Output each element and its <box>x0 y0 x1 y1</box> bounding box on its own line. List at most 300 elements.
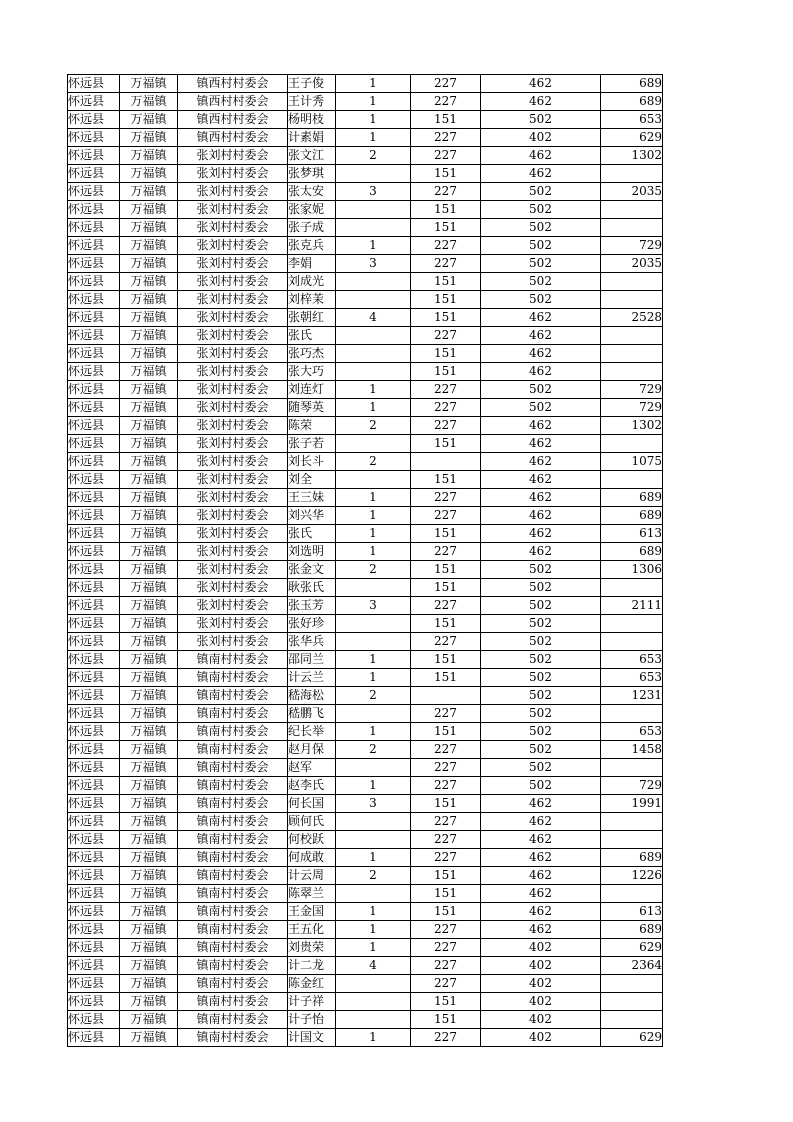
table-row <box>68 669 663 687</box>
name-cell: 陈金红 <box>288 975 336 993</box>
table-row <box>68 453 663 471</box>
amount-a-cell: 151 <box>411 525 481 543</box>
people-count-cell <box>336 975 411 993</box>
town-cell: 万福镇 <box>120 849 178 867</box>
name-cell: 赵军 <box>288 759 336 777</box>
amount-b-cell: 502 <box>481 669 601 687</box>
amount-a-cell: 227 <box>411 507 481 525</box>
people-count-cell: 1 <box>336 777 411 795</box>
amount-b-cell: 462 <box>481 795 601 813</box>
amount-b-cell: 462 <box>481 75 601 93</box>
amount-a-cell: 151 <box>411 219 481 237</box>
amount-b-cell: 462 <box>481 147 601 165</box>
town-cell: 万福镇 <box>120 633 178 651</box>
table-row <box>68 417 663 435</box>
amount-b-cell: 462 <box>481 831 601 849</box>
amount-a-cell: 151 <box>411 435 481 453</box>
village-cell: 镇南村村委会 <box>178 777 288 795</box>
amount-b-cell: 462 <box>481 309 601 327</box>
village-cell: 镇南村村委会 <box>178 885 288 903</box>
name-cell: 顾何氏 <box>288 813 336 831</box>
people-count-cell: 2 <box>336 687 411 705</box>
name-cell: 陈翠兰 <box>288 885 336 903</box>
name-cell: 张金文 <box>288 561 336 579</box>
people-count-cell <box>336 345 411 363</box>
town-cell: 万福镇 <box>120 975 178 993</box>
county-cell: 怀远县 <box>68 777 120 795</box>
name-cell: 计二龙 <box>288 957 336 975</box>
people-count-cell <box>336 831 411 849</box>
amount-a-cell: 227 <box>411 75 481 93</box>
town-cell: 万福镇 <box>120 345 178 363</box>
total-cell: 629 <box>601 1029 663 1047</box>
village-cell: 镇西村村委会 <box>178 93 288 111</box>
village-cell: 镇南村村委会 <box>178 831 288 849</box>
name-cell: 计子祥 <box>288 993 336 1011</box>
amount-a-cell: 151 <box>411 867 481 885</box>
village-cell: 镇南村村委会 <box>178 687 288 705</box>
county-cell: 怀远县 <box>68 561 120 579</box>
town-cell: 万福镇 <box>120 255 178 273</box>
town-cell: 万福镇 <box>120 165 178 183</box>
name-cell: 邵同兰 <box>288 651 336 669</box>
table-row <box>68 867 663 885</box>
county-cell: 怀远县 <box>68 471 120 489</box>
name-cell: 张文江 <box>288 147 336 165</box>
amount-a-cell: 151 <box>411 471 481 489</box>
amount-a-cell: 227 <box>411 633 481 651</box>
people-count-cell: 1 <box>336 525 411 543</box>
table-row <box>68 507 663 525</box>
amount-b-cell: 502 <box>481 741 601 759</box>
amount-b-cell: 462 <box>481 867 601 885</box>
people-count-cell: 4 <box>336 957 411 975</box>
total-cell: 1075 <box>601 453 663 471</box>
village-cell: 张刘村村委会 <box>178 291 288 309</box>
town-cell: 万福镇 <box>120 885 178 903</box>
village-cell: 张刘村村委会 <box>178 633 288 651</box>
people-count-cell <box>336 615 411 633</box>
county-cell: 怀远县 <box>68 615 120 633</box>
table-row <box>68 93 663 111</box>
name-cell: 计云兰 <box>288 669 336 687</box>
county-cell: 怀远县 <box>68 885 120 903</box>
table-row <box>68 939 663 957</box>
amount-b-cell: 402 <box>481 939 601 957</box>
table-body <box>68 75 663 1047</box>
county-cell: 怀远县 <box>68 129 120 147</box>
table-row <box>68 687 663 705</box>
people-count-cell <box>336 435 411 453</box>
village-cell: 张刘村村委会 <box>178 255 288 273</box>
people-count-cell: 2 <box>336 867 411 885</box>
name-cell: 刘成光 <box>288 273 336 291</box>
total-cell <box>601 993 663 1011</box>
amount-b-cell: 502 <box>481 111 601 129</box>
county-cell: 怀远县 <box>68 417 120 435</box>
village-cell: 张刘村村委会 <box>178 525 288 543</box>
town-cell: 万福镇 <box>120 327 178 345</box>
table-row <box>68 291 663 309</box>
people-count-cell: 1 <box>336 93 411 111</box>
town-cell: 万福镇 <box>120 741 178 759</box>
table-row <box>68 525 663 543</box>
amount-b-cell: 462 <box>481 165 601 183</box>
town-cell: 万福镇 <box>120 471 178 489</box>
county-cell: 怀远县 <box>68 705 120 723</box>
amount-b-cell: 462 <box>481 813 601 831</box>
amount-a-cell: 227 <box>411 417 481 435</box>
amount-b-cell: 502 <box>481 399 601 417</box>
county-cell: 怀远县 <box>68 759 120 777</box>
total-cell <box>601 165 663 183</box>
county-cell: 怀远县 <box>68 507 120 525</box>
town-cell: 万福镇 <box>120 957 178 975</box>
people-count-cell: 1 <box>336 849 411 867</box>
village-cell: 镇南村村委会 <box>178 1029 288 1047</box>
county-cell: 怀远县 <box>68 831 120 849</box>
name-cell: 张朝红 <box>288 309 336 327</box>
amount-b-cell: 402 <box>481 1011 601 1029</box>
town-cell: 万福镇 <box>120 597 178 615</box>
total-cell: 2035 <box>601 183 663 201</box>
people-count-cell <box>336 219 411 237</box>
county-cell: 怀远县 <box>68 291 120 309</box>
town-cell: 万福镇 <box>120 381 178 399</box>
total-cell <box>601 831 663 849</box>
village-cell: 张刘村村委会 <box>178 327 288 345</box>
county-cell: 怀远县 <box>68 939 120 957</box>
town-cell: 万福镇 <box>120 309 178 327</box>
county-cell: 怀远县 <box>68 237 120 255</box>
name-cell: 何长国 <box>288 795 336 813</box>
people-count-cell <box>336 165 411 183</box>
total-cell <box>601 813 663 831</box>
table-row <box>68 813 663 831</box>
town-cell: 万福镇 <box>120 651 178 669</box>
table-row <box>68 705 663 723</box>
amount-a-cell: 227 <box>411 975 481 993</box>
county-cell: 怀远县 <box>68 111 120 129</box>
town-cell: 万福镇 <box>120 435 178 453</box>
people-count-cell: 1 <box>336 381 411 399</box>
village-cell: 镇南村村委会 <box>178 795 288 813</box>
people-count-cell <box>336 201 411 219</box>
name-cell: 张子若 <box>288 435 336 453</box>
town-cell: 万福镇 <box>120 111 178 129</box>
total-cell <box>601 705 663 723</box>
people-count-cell: 1 <box>336 111 411 129</box>
total-cell: 2111 <box>601 597 663 615</box>
people-count-cell <box>336 363 411 381</box>
village-cell: 张刘村村委会 <box>178 417 288 435</box>
total-cell: 689 <box>601 75 663 93</box>
total-cell: 1302 <box>601 147 663 165</box>
people-count-cell: 1 <box>336 489 411 507</box>
amount-a-cell: 151 <box>411 651 481 669</box>
name-cell: 张巧杰 <box>288 345 336 363</box>
town-cell: 万福镇 <box>120 993 178 1011</box>
total-cell <box>601 579 663 597</box>
town-cell: 万福镇 <box>120 543 178 561</box>
total-cell: 1302 <box>601 417 663 435</box>
total-cell <box>601 615 663 633</box>
county-cell: 怀远县 <box>68 363 120 381</box>
name-cell: 张克兵 <box>288 237 336 255</box>
amount-b-cell: 502 <box>481 777 601 795</box>
people-count-cell: 1 <box>336 543 411 561</box>
amount-b-cell: 462 <box>481 435 601 453</box>
county-cell: 怀远县 <box>68 165 120 183</box>
total-cell: 2035 <box>601 255 663 273</box>
amount-b-cell: 462 <box>481 471 601 489</box>
amount-a-cell: 227 <box>411 381 481 399</box>
people-count-cell: 1 <box>336 507 411 525</box>
people-count-cell: 1 <box>336 129 411 147</box>
town-cell: 万福镇 <box>120 291 178 309</box>
town-cell: 万福镇 <box>120 201 178 219</box>
table-row <box>68 345 663 363</box>
amount-a-cell: 151 <box>411 903 481 921</box>
county-cell: 怀远县 <box>68 453 120 471</box>
town-cell: 万福镇 <box>120 147 178 165</box>
table-row <box>68 183 663 201</box>
table-row <box>68 885 663 903</box>
table-row <box>68 363 663 381</box>
total-cell: 689 <box>601 93 663 111</box>
amount-a-cell: 227 <box>411 831 481 849</box>
name-cell: 张太安 <box>288 183 336 201</box>
amount-a-cell: 227 <box>411 957 481 975</box>
amount-b-cell: 502 <box>481 237 601 255</box>
total-cell: 1231 <box>601 687 663 705</box>
table-row <box>68 615 663 633</box>
county-cell: 怀远县 <box>68 741 120 759</box>
table-row <box>68 399 663 417</box>
total-cell <box>601 363 663 381</box>
village-cell: 镇西村村委会 <box>178 129 288 147</box>
village-cell: 镇南村村委会 <box>178 669 288 687</box>
town-cell: 万福镇 <box>120 417 178 435</box>
town-cell: 万福镇 <box>120 1011 178 1029</box>
name-cell: 刘长斗 <box>288 453 336 471</box>
table-row <box>68 309 663 327</box>
town-cell: 万福镇 <box>120 453 178 471</box>
total-cell: 2528 <box>601 309 663 327</box>
amount-b-cell: 502 <box>481 219 601 237</box>
table-row <box>68 165 663 183</box>
total-cell: 689 <box>601 849 663 867</box>
village-cell: 镇南村村委会 <box>178 867 288 885</box>
village-cell: 镇南村村委会 <box>178 723 288 741</box>
total-cell: 613 <box>601 525 663 543</box>
town-cell: 万福镇 <box>120 777 178 795</box>
village-cell: 镇南村村委会 <box>178 957 288 975</box>
amount-a-cell: 151 <box>411 669 481 687</box>
total-cell: 653 <box>601 723 663 741</box>
county-cell: 怀远县 <box>68 381 120 399</box>
county-cell: 怀远县 <box>68 147 120 165</box>
amount-a-cell: 227 <box>411 183 481 201</box>
county-cell: 怀远县 <box>68 309 120 327</box>
table-row <box>68 201 663 219</box>
amount-a-cell: 151 <box>411 201 481 219</box>
table-row <box>68 597 663 615</box>
people-count-cell: 1 <box>336 1029 411 1047</box>
village-cell: 镇南村村委会 <box>178 741 288 759</box>
total-cell <box>601 273 663 291</box>
people-count-cell: 1 <box>336 903 411 921</box>
amount-a-cell <box>411 687 481 705</box>
amount-b-cell: 502 <box>481 273 601 291</box>
town-cell: 万福镇 <box>120 759 178 777</box>
village-cell: 张刘村村委会 <box>178 507 288 525</box>
total-cell: 729 <box>601 237 663 255</box>
county-cell: 怀远县 <box>68 201 120 219</box>
table-row <box>68 633 663 651</box>
village-cell: 张刘村村委会 <box>178 543 288 561</box>
county-cell: 怀远县 <box>68 723 120 741</box>
table-row <box>68 489 663 507</box>
amount-b-cell: 462 <box>481 453 601 471</box>
village-cell: 张刘村村委会 <box>178 183 288 201</box>
name-cell: 杨明枝 <box>288 111 336 129</box>
town-cell: 万福镇 <box>120 723 178 741</box>
village-cell: 张刘村村委会 <box>178 471 288 489</box>
name-cell: 张氏 <box>288 327 336 345</box>
name-cell: 何成敢 <box>288 849 336 867</box>
name-cell: 刘梓茉 <box>288 291 336 309</box>
amount-b-cell: 502 <box>481 705 601 723</box>
people-count-cell: 2 <box>336 453 411 471</box>
people-count-cell: 2 <box>336 147 411 165</box>
town-cell: 万福镇 <box>120 795 178 813</box>
town-cell: 万福镇 <box>120 669 178 687</box>
amount-a-cell: 151 <box>411 993 481 1011</box>
amount-b-cell: 502 <box>481 615 601 633</box>
amount-a-cell: 151 <box>411 795 481 813</box>
people-count-cell <box>336 885 411 903</box>
town-cell: 万福镇 <box>120 129 178 147</box>
total-cell <box>601 219 663 237</box>
total-cell: 653 <box>601 669 663 687</box>
table-row <box>68 471 663 489</box>
town-cell: 万福镇 <box>120 921 178 939</box>
village-cell: 镇南村村委会 <box>178 993 288 1011</box>
name-cell: 陈荣 <box>288 417 336 435</box>
village-cell: 镇南村村委会 <box>178 1011 288 1029</box>
amount-a-cell: 151 <box>411 309 481 327</box>
village-cell: 镇南村村委会 <box>178 939 288 957</box>
village-cell: 张刘村村委会 <box>178 219 288 237</box>
data-table <box>67 74 663 1047</box>
name-cell: 计素娟 <box>288 129 336 147</box>
town-cell: 万福镇 <box>120 507 178 525</box>
county-cell: 怀远县 <box>68 813 120 831</box>
table-row <box>68 957 663 975</box>
amount-b-cell: 462 <box>481 345 601 363</box>
table-row <box>68 327 663 345</box>
people-count-cell: 4 <box>336 309 411 327</box>
county-cell: 怀远县 <box>68 795 120 813</box>
amount-a-cell: 227 <box>411 705 481 723</box>
name-cell: 张大巧 <box>288 363 336 381</box>
county-cell: 怀远县 <box>68 399 120 417</box>
amount-b-cell: 502 <box>481 687 601 705</box>
amount-b-cell: 502 <box>481 561 601 579</box>
amount-b-cell: 502 <box>481 651 601 669</box>
amount-a-cell: 151 <box>411 579 481 597</box>
amount-a-cell: 151 <box>411 273 481 291</box>
total-cell: 729 <box>601 777 663 795</box>
amount-b-cell: 402 <box>481 1029 601 1047</box>
name-cell: 随琴英 <box>288 399 336 417</box>
amount-b-cell: 502 <box>481 633 601 651</box>
total-cell: 653 <box>601 651 663 669</box>
name-cell: 计子怡 <box>288 1011 336 1029</box>
table-row <box>68 435 663 453</box>
amount-b-cell: 462 <box>481 363 601 381</box>
table-row <box>68 795 663 813</box>
county-cell: 怀远县 <box>68 903 120 921</box>
table-row <box>68 75 663 93</box>
village-cell: 张刘村村委会 <box>178 363 288 381</box>
amount-a-cell: 227 <box>411 543 481 561</box>
county-cell: 怀远县 <box>68 525 120 543</box>
town-cell: 万福镇 <box>120 273 178 291</box>
table-row <box>68 255 663 273</box>
amount-a-cell: 151 <box>411 345 481 363</box>
total-cell: 689 <box>601 543 663 561</box>
town-cell: 万福镇 <box>120 237 178 255</box>
total-cell: 653 <box>601 111 663 129</box>
county-cell: 怀远县 <box>68 345 120 363</box>
village-cell: 镇南村村委会 <box>178 975 288 993</box>
people-count-cell: 2 <box>336 741 411 759</box>
people-count-cell <box>336 471 411 489</box>
amount-a-cell: 227 <box>411 489 481 507</box>
name-cell: 王金国 <box>288 903 336 921</box>
name-cell: 刘连灯 <box>288 381 336 399</box>
table-row <box>68 381 663 399</box>
village-cell: 张刘村村委会 <box>178 453 288 471</box>
village-cell: 张刘村村委会 <box>178 165 288 183</box>
village-cell: 张刘村村委会 <box>178 399 288 417</box>
village-cell: 镇南村村委会 <box>178 651 288 669</box>
total-cell <box>601 345 663 363</box>
amount-a-cell: 151 <box>411 111 481 129</box>
amount-a-cell: 227 <box>411 759 481 777</box>
county-cell: 怀远县 <box>68 489 120 507</box>
village-cell: 张刘村村委会 <box>178 579 288 597</box>
town-cell: 万福镇 <box>120 183 178 201</box>
amount-b-cell: 402 <box>481 129 601 147</box>
table-row <box>68 561 663 579</box>
people-count-cell <box>336 993 411 1011</box>
town-cell: 万福镇 <box>120 525 178 543</box>
name-cell: 张子成 <box>288 219 336 237</box>
amount-a-cell: 151 <box>411 615 481 633</box>
name-cell: 张家妮 <box>288 201 336 219</box>
county-cell: 怀远县 <box>68 687 120 705</box>
people-count-cell: 1 <box>336 237 411 255</box>
table-row <box>68 219 663 237</box>
name-cell: 张氏 <box>288 525 336 543</box>
amount-a-cell: 227 <box>411 813 481 831</box>
total-cell <box>601 291 663 309</box>
amount-a-cell <box>411 453 481 471</box>
amount-b-cell: 462 <box>481 489 601 507</box>
